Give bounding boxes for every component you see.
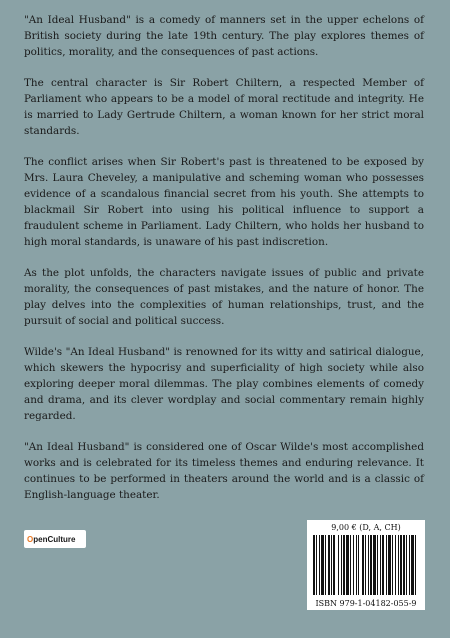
blurb-paragraph: "An Ideal Husband" is a comedy of manners set in the upper echelons of British society during the late 19th century. The play explores themes of politics, morality, and the consequences of past actions. [24, 14, 424, 58]
isbn-label: ISBN 979-1-04182-055-9 [315, 599, 417, 608]
logo-text: penCulture [33, 534, 76, 544]
barcode-panel [307, 520, 425, 610]
logo-o: O [27, 534, 34, 544]
openculture-logo [24, 530, 86, 548]
blurb-paragraph: Wilde's "An Ideal Husband" is renowned for its witty and satirical dialogue, which skewers the hypocrisy and superficiality of high society while also exploring deeper moral dilemmas. The play combines elements of comedy and drama, and its clever wordplay and social commentary remain highly regarded. [24, 346, 424, 422]
barcode [313, 535, 419, 595]
back-cover-blurb [24, 12, 424, 518]
price-label: 9,00 € (D, A, CH) [331, 523, 401, 532]
blurb-paragraph: The conflict arises when Sir Robert's past is threatened to be exposed by Mrs. Laura Cheveley, a manipulative and scheming woman who possesses evidence of a scandalous financial secret from his youth. She attempts to blackmail Sir Robert into using his political influence to support a fraudulent scheme in Parliament. Lady Chiltern, who holds her husband to high moral standards, is unaware of his past indiscretion. [24, 156, 424, 248]
blurb-paragraph: The central character is Sir Robert Chiltern, a respected Member of Parliament who appears to be a model of moral rectitude and integrity. He is married to Lady Gertrude Chiltern, a woman known for her strict moral standards. [24, 77, 424, 137]
barcode-bar [416, 535, 418, 595]
blurb-paragraph: As the plot unfolds, the characters navigate issues of public and private morality, the consequences of past mistakes, and the nature of honor. The play delves into the complexities of human relationships, trust, and the pursuit of social and political success. [24, 267, 424, 327]
blurb-paragraph: "An Ideal Husband" is considered one of Oscar Wilde's most accomplished works and is celebrated for its timeless themes and enduring relevance. It continues to be performed in theaters around the world and is a classic of English-language theater. [24, 441, 424, 501]
